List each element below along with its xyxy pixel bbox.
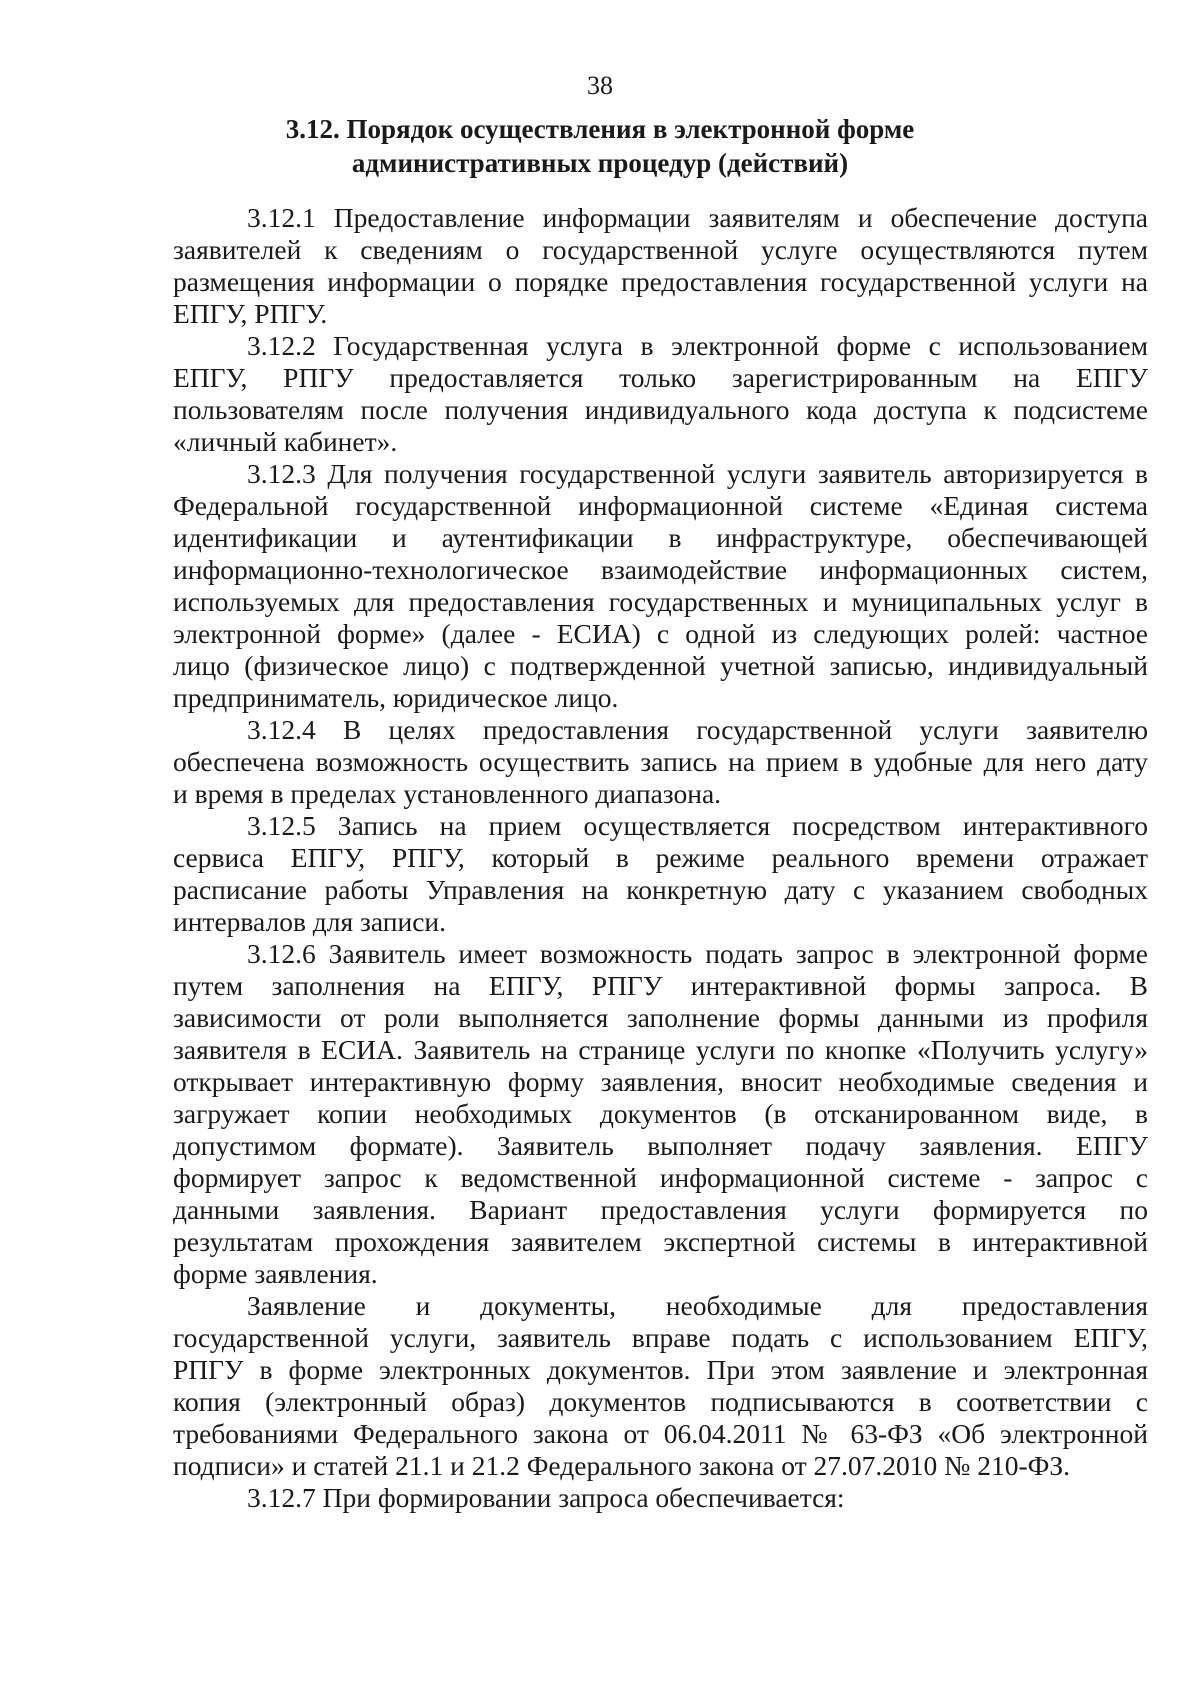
text-line: информационно-технологическое взаимодействие информационных систем, [173,554,1148,585]
text-line: 3.12.6 Заявитель имеет возможность подать запрос в электронной форме [247,938,1148,969]
text-line: загружает копии необходимых документов (в отсканированном виде, в [173,1098,1148,1129]
text-line: путем заполнения на ЕПГУ, РПГУ интерактивной формы запроса. В [173,970,1148,1001]
text-line: Заявление и документы, необходимые для предоставления [247,1290,1148,1321]
text-line: 3.12.7 При формировании запроса обеспечивается: [247,1482,845,1513]
text-line: государственной услуги, заявитель вправе подать с использованием ЕПГУ, [173,1322,1148,1353]
text-line: копия (электронный образ) документов подписываются в соответствии с [173,1386,1148,1417]
text-line: пользователям после получения индивидуального кода доступа к подсистеме [173,394,1148,425]
text-line: сервиса ЕПГУ, РПГУ, который в режиме реального времени отражает [173,842,1148,873]
text-line: результатам прохождения заявителем экспертной системы в интерактивной [173,1226,1148,1257]
text-line: и время в пределах установленного диапазона. [173,778,722,809]
text-line: заявителя в ЕСИА. Заявитель на странице услуги по кнопке «Получить услугу» [173,1034,1148,1065]
text-line: 3.12.3 Для получения государственной услуги заявитель авторизируется в [247,458,1148,489]
text-line: ЕПГУ, РПГУ предоставляется только зарегистрированным на ЕПГУ [173,362,1148,393]
text-line: 3.12.2 Государственная услуга в электронной форме с использованием [247,330,1148,361]
text-line: 3.12.4 В целях предоставления государственной услуги заявителю [247,714,1148,745]
text-line: данными заявления. Вариант предоставления услуги формируется по [173,1194,1148,1225]
text-line: подписи» и статей 21.1 и 21.2 Федерального закона от 27.07.2010 № 210-ФЗ. [173,1450,1070,1481]
text-line: формирует запрос к ведомственной информационной системе - запрос с [173,1162,1148,1193]
text-line: открывает интерактивную форму заявления, вносит необходимые сведения и [173,1066,1148,1097]
text-line: 3.12.5 Запись на прием осуществляется посредством интерактивного [247,810,1148,841]
text-line: идентификации и аутентификации в инфраструктуре, обеспечивающей [173,522,1148,553]
text-line: форме заявления. [173,1258,378,1289]
section-heading-line-2: административных процедур (действий) [351,148,849,178]
text-line: «личный кабинет». [173,426,398,457]
text-line: заявителей к сведениям о государственной услуге осуществляются путем [173,234,1148,265]
text-line: лицо (физическое лицо) с подтвержденной учетной записью, индивидуальный [173,650,1148,681]
text-line: допустимом формате). Заявитель выполняет подачу заявления. ЕПГУ [173,1130,1148,1161]
text-line: ЕПГУ, РПГУ. [173,298,328,329]
text-line: расписание работы Управления на конкретную дату с указанием свободных [173,874,1148,905]
text-line: требованиями Федерального закона от 06.04.2011 № 63-ФЗ «Об электронной [173,1418,1148,1449]
text-line: предприниматель, юридическое лицо. [173,682,619,713]
text-line: РПГУ в форме электронных документов. При этом заявление и электронная [173,1354,1148,1385]
text-line: размещения информации о порядке предоставления государственной услуги на [173,266,1148,297]
text-line: обеспечена возможность осуществить запись на прием в удобные для него дату [173,746,1148,777]
page-number: 38 [587,71,613,100]
text-line: электронной форме» (далее - ЕСИА) с одной из следующих ролей: частное [173,618,1148,649]
text-line: интервалов для записи. [173,906,446,937]
text-line: 3.12.1 Предоставление информации заявителям и обеспечение доступа [247,202,1148,233]
text-line: зависимости от роли выполняется заполнение формы данными из профиля [173,1002,1148,1033]
text-line: Федеральной государственной информационной системе «Единая система [173,490,1148,521]
section-heading-line-1: 3.12. Порядок осуществления в электронной форме [285,114,915,144]
text-line: используемых для предоставления государственных и муниципальных услуг в [173,586,1148,617]
